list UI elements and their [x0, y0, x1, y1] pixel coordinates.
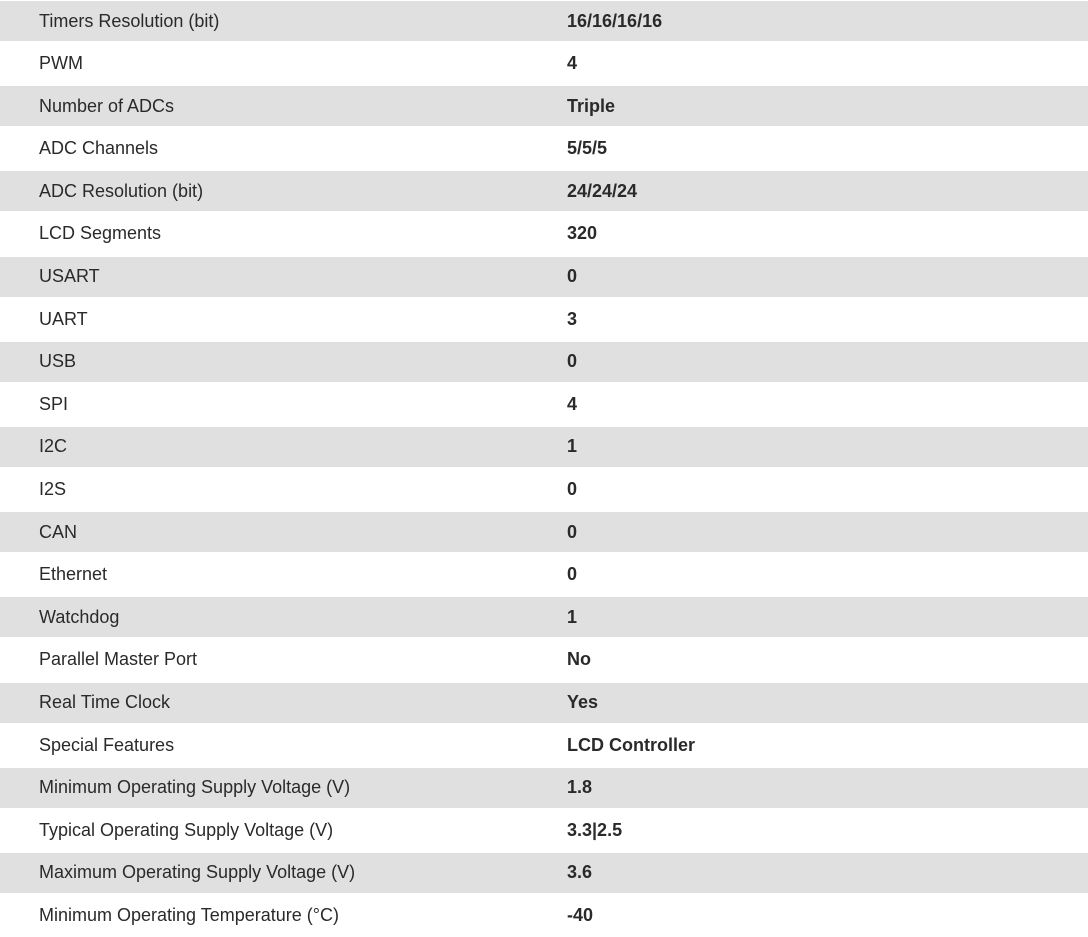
- table-row: [0, 553, 1088, 596]
- spec-label: Maximum Operating Supply Voltage (V): [39, 862, 356, 883]
- spec-label: Watchdog: [39, 606, 120, 627]
- spec-label: Ethernet: [39, 564, 108, 585]
- spec-value: 1.8: [567, 777, 593, 798]
- spec-label: ADC Resolution (bit): [39, 180, 204, 201]
- table-row: [0, 42, 1088, 85]
- spec-value: 1: [567, 606, 578, 627]
- table-row: [0, 724, 1088, 767]
- spec-label: Minimum Operating Temperature (°C): [39, 904, 339, 925]
- table-row: [0, 1, 1088, 41]
- spec-value: 0: [567, 564, 578, 585]
- spec-value: Yes: [567, 692, 599, 712]
- table-row: [0, 383, 1088, 426]
- table-row: [0, 894, 1088, 937]
- table-row: [0, 427, 1088, 467]
- spec-value: 5/5/5: [567, 138, 608, 159]
- table-row: [0, 468, 1088, 511]
- table-row: [0, 298, 1088, 341]
- table-row: [0, 809, 1088, 852]
- spec-value: LCD Controller: [567, 734, 695, 755]
- spec-label: I2S: [39, 479, 67, 500]
- table-row: [0, 86, 1088, 126]
- spec-value: 3.6: [567, 862, 593, 883]
- spec-value: 3.3|2.5: [567, 819, 623, 840]
- spec-value: 3: [567, 308, 578, 329]
- spec-label: ADC Channels: [39, 138, 159, 159]
- table-row: [0, 171, 1088, 211]
- table-row: [0, 512, 1088, 552]
- spec-value: 0: [567, 351, 578, 372]
- spec-value: -40: [567, 904, 594, 925]
- spec-label: USB: [39, 351, 77, 372]
- spec-label: LCD Segments: [39, 223, 162, 244]
- spec-value: Triple: [567, 95, 616, 116]
- table-row: [0, 257, 1088, 297]
- spec-value: 4: [567, 393, 578, 414]
- spec-value: No: [567, 649, 591, 670]
- spec-value: 0: [567, 521, 578, 542]
- spec-value: 24/24/24: [567, 180, 638, 201]
- spec-label: SPI: [39, 393, 69, 414]
- spec-value: 1: [567, 436, 578, 457]
- spec-value: 4: [567, 53, 578, 74]
- spec-label: UART: [39, 308, 88, 329]
- table-row: [0, 853, 1088, 893]
- spec-label: Minimum Operating Supply Voltage (V): [39, 777, 351, 798]
- spec-label: Timers Resolution (bit): [39, 10, 220, 31]
- table-row: [0, 597, 1088, 637]
- table-row: [0, 127, 1088, 170]
- spec-label: Number of ADCs: [39, 95, 175, 116]
- spec-label: USART: [39, 266, 100, 287]
- spec-label: I2C: [39, 436, 68, 457]
- spec-label: Special Features: [39, 734, 175, 755]
- table-row: [0, 639, 1088, 682]
- table-row: [0, 342, 1088, 382]
- spec-value: 0: [567, 266, 578, 287]
- spec-label: Parallel Master Port: [39, 649, 198, 670]
- spec-label: Real Time Clock: [39, 692, 171, 712]
- spec-value: 16/16/16/16: [567, 10, 663, 31]
- table-row: [0, 213, 1088, 256]
- table-row: [0, 683, 1088, 723]
- table-row: [0, 768, 1088, 808]
- spec-value: 0: [567, 479, 578, 500]
- spec-value: 320: [567, 223, 598, 244]
- spec-label: CAN: [39, 521, 78, 542]
- spec-label: PWM: [39, 53, 83, 74]
- spec-label: Typical Operating Supply Voltage (V): [39, 819, 334, 840]
